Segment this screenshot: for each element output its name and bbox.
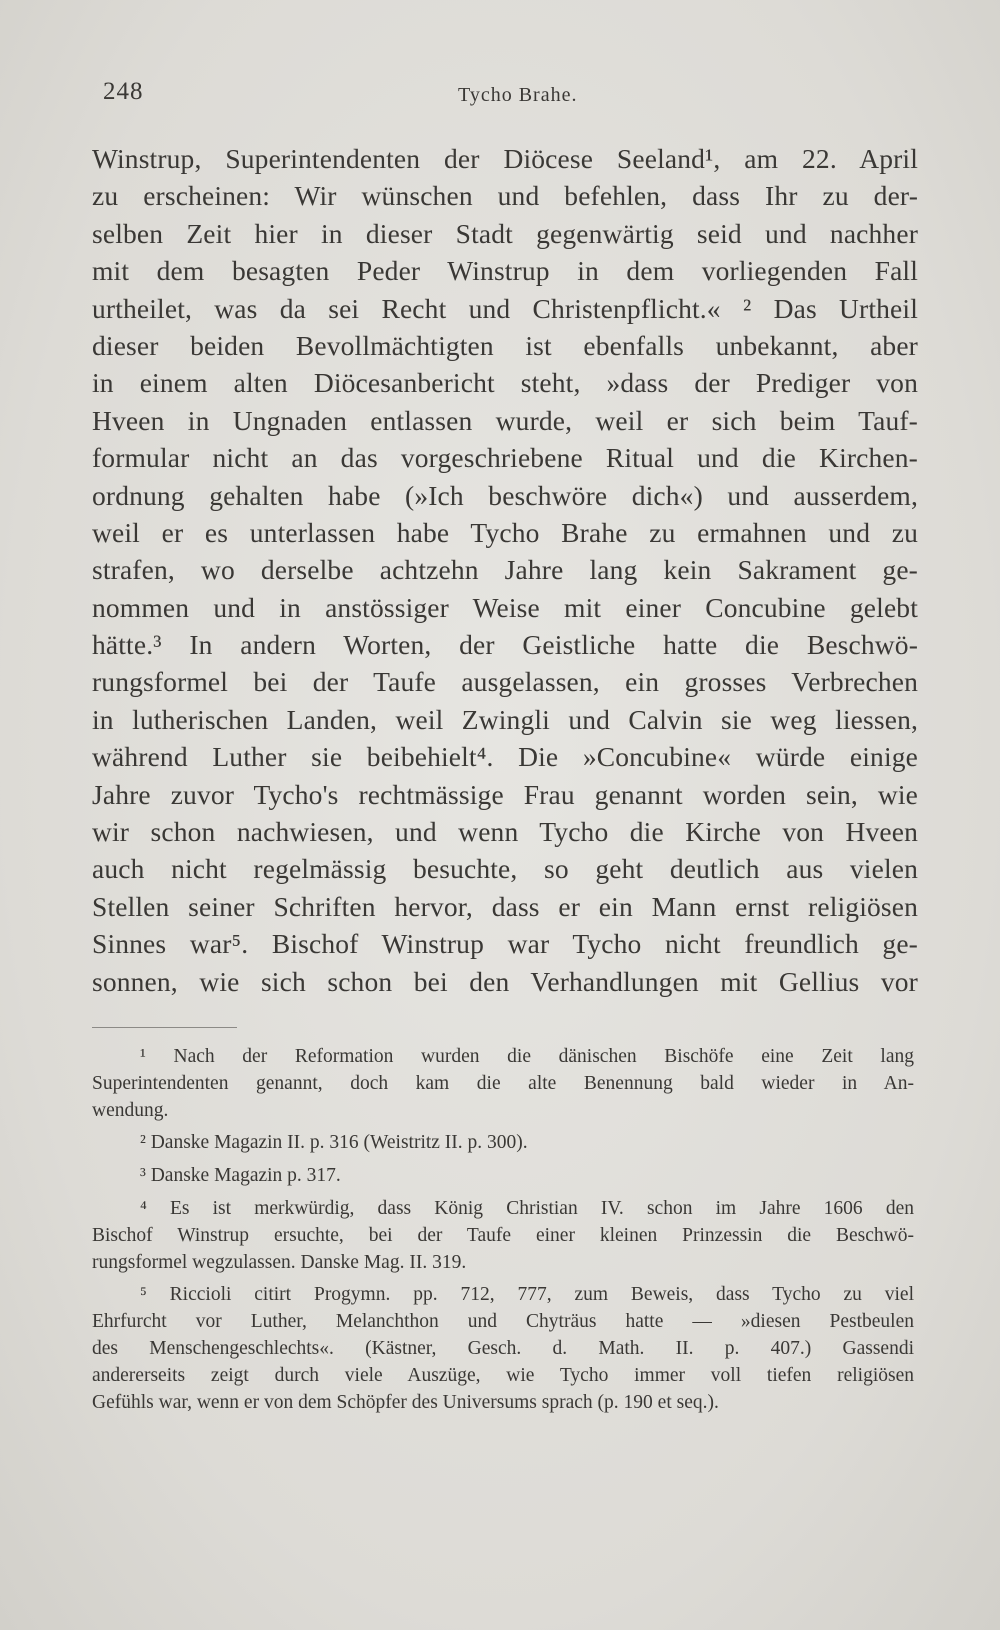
footnote-line: Bischof Winstrup ersuchte, bei der Taufe einer kleinen Prinzessin die Beschwö-: [92, 1224, 914, 1246]
body-line: mit dem besagten Peder Winstrup in dem vorliegenden Fall: [92, 255, 918, 287]
footnote-gap: [92, 1416, 914, 1422]
footnote-line: Gefühls war, wenn er von dem Schöpfer des Universums sprach (p. 190 et seq.).: [92, 1391, 719, 1413]
body-line: zu erscheinen: Wir wünschen und befehlen, dass Ihr zu der-: [92, 180, 918, 212]
footnote-line: ⁴ Es ist merkwürdig, dass König Christian IV. schon im Jahre 1606 den: [140, 1197, 914, 1219]
body-line: sonnen, wie sich schon bei den Verhandlungen mit Gellius vor: [92, 965, 918, 997]
body-line: auch nicht regelmässig besuchte, so geht deutlich aus vielen: [92, 853, 918, 885]
footnote-line: ³ Danske Magazin p. 317.: [140, 1165, 341, 1187]
body-line: Winstrup, Superintendenten der Diöcese Seeland¹, am 22. April: [92, 143, 918, 174]
footnote-rule: [92, 1027, 237, 1028]
body-line: weil er es unterlassen habe Tycho Brahe zu ermahnen und zu: [92, 516, 918, 548]
body-line: in lutherischen Landen, weil Zwingli und Calvin sie weg liessen,: [92, 703, 918, 735]
body-line: urtheilet, was da sei Recht und Christenpflicht.« ² Das Urtheil: [92, 292, 918, 324]
running-title: Tycho Brahe.: [458, 84, 578, 106]
footnote-line: ¹ Nach der Reformation wurden die dänischen Bischöfe eine Zeit lang: [140, 1046, 914, 1067]
page-header: [103, 78, 900, 118]
body-line: Stellen seiner Schriften hervor, dass er ein Mann ernst religiösen: [92, 890, 918, 922]
footnote-line: ⁵ Riccioli citirt Progymn. pp. 712, 777, zum Beweis, dass Tycho zu viel: [140, 1284, 914, 1306]
body-line: Sinnes war⁵. Bischof Winstrup war Tycho nicht freundlich ge-: [92, 928, 918, 960]
body-line: wir schon nachwiesen, und wenn Tycho die Kirche von Hveen: [92, 816, 918, 848]
body-line: formular nicht an das vorgeschriebene Ritual und die Kirchen-: [92, 442, 918, 474]
footnote: [92, 1196, 914, 1276]
footnote-line: ² Danske Magazin II. p. 316 (Weistritz II. p. 300).: [140, 1132, 528, 1154]
footnote: [92, 1130, 914, 1157]
body-line: rungsformel bei der Taufe ausgelassen, ein grosses Verbrechen: [92, 666, 918, 698]
footnote-line: rungsformel wegzulassen. Danske Mag. II. 319.: [92, 1251, 467, 1273]
body-line: ordnung gehalten habe (»Ich beschwöre dich«) und ausserdem,: [92, 479, 918, 511]
body-line: Jahre zuvor Tycho's rechtmässige Frau genannt worden sein, wie: [92, 778, 918, 810]
page-number: 248: [103, 78, 144, 105]
body-line: hätte.³ In andern Worten, der Geistliche hatte die Beschwö-: [92, 629, 918, 661]
body-line: dieser beiden Bevollmächtigten ist ebenfalls unbekannt, aber: [92, 329, 918, 361]
body-line: Hveen in Ungnaden entlassen wurde, weil er sich beim Tauf-: [92, 404, 918, 436]
footnote-line: Ehrfurcht vor Luther, Melanchthon und Chyträus hatte — »diesen Pestbeulen: [92, 1311, 914, 1333]
footnote: [92, 1282, 914, 1416]
footnotes: [92, 1044, 914, 1422]
body-line: während Luther sie beibehielt⁴. Die »Concubine« würde einige: [92, 741, 918, 773]
body-line: nommen und in anstössiger Weise mit einer Concubine gelebt: [92, 591, 918, 623]
body-text: [92, 140, 918, 1000]
body-line: in einem alten Diöcesanbericht steht, »dass der Prediger von: [92, 367, 918, 399]
footnote: [92, 1044, 914, 1124]
footnote-line: andererseits zeigt durch viele Auszüge, wie Tycho immer voll tiefen religiösen: [92, 1364, 914, 1386]
body-line: selben Zeit hier in dieser Stadt gegenwärtig seid und nachher: [92, 217, 918, 249]
footnote-line: wendung.: [92, 1099, 169, 1121]
body-line: strafen, wo derselbe achtzehn Jahre lang kein Sakrament ge-: [92, 554, 918, 586]
footnote: [92, 1163, 914, 1190]
footnote-line: des Menschengeschlechts«. (Kästner, Gesch. d. Math. II. p. 407.) Gassendi: [92, 1337, 914, 1359]
footnote-line: Superintendenten genannt, doch kam die alte Benennung bald wieder in An-: [92, 1072, 914, 1094]
